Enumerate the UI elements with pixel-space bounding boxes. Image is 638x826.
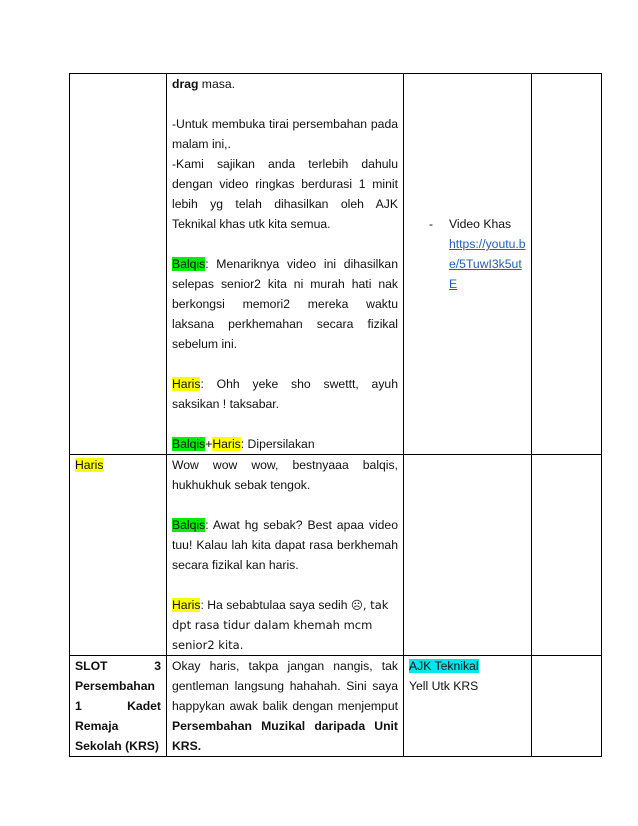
table-row [70, 656, 602, 757]
resource-cell [404, 74, 532, 455]
table-row [70, 455, 602, 656]
sad-face-icon: ☹ [350, 598, 363, 612]
dialogue-text: : Menariknya video ini dihasilkan selepas senior2 kita ni murah hati nak berkongsi memori2 mereka waktu laksana perkhemahan secara fizikal sebelum ini. [172, 257, 398, 351]
plus-sign: + [205, 437, 213, 451]
resource-title: Video Khas [449, 217, 512, 231]
speaker-cell [70, 74, 167, 455]
video-link[interactable]: https://youtu.b e/5TuwI3k5ut E [449, 237, 526, 291]
dialogue-text: , tak dpt rasa tidur dalam khemah mcm senior2 kita. [172, 598, 389, 652]
empty-cell [531, 656, 601, 757]
speaker-name-balqis: Balqis [172, 518, 206, 532]
resource-cell [404, 455, 532, 656]
drag-bold: drag [172, 77, 199, 91]
slot-word: SLOT [75, 659, 108, 673]
slot-cell [70, 656, 167, 757]
resource-cell [404, 656, 532, 757]
performance-title: Persembahan Muzikal daripada Unit KRS. [172, 719, 398, 753]
script-cell [167, 656, 404, 757]
dialogue-text: : Dipersilakan [240, 437, 315, 451]
dialogue-text: : Ohh yeke sho swettt, ayuh saksikan ! taksabar. [172, 377, 398, 411]
dialogue-text: Okay haris, takpa jangan nangis, tak gentleman langsung hahahah. Sini saya happykan awak balik dengan menjemput [172, 659, 398, 713]
speaker-name-haris: Haris [172, 598, 201, 612]
speaker-name-balqis: Balqis [172, 257, 206, 271]
dialogue-text: : Ha sebabtulaa saya sedih [200, 598, 351, 612]
empty-cell [531, 455, 601, 656]
list-dash: - [429, 217, 434, 231]
speaker-name-haris: Haris [212, 437, 241, 451]
dialogue-text: : Awat hg sebak? Best apaa video tuu! Kalau lah kita dapat rasa berkhemah secara fizikal kan haris. [172, 518, 398, 572]
empty-cell [531, 74, 601, 455]
drag-text: masa. [198, 77, 235, 91]
speaker-name-balqis: Balqis [172, 437, 206, 451]
script-table [69, 73, 602, 757]
speaker-cell [70, 455, 167, 656]
script-paragraph: -Untuk membuka tirai persembahan pada malam ini,. [172, 117, 398, 151]
script-cell [167, 74, 404, 455]
slot-title: Persembahan 1 Kadet Remaja Sekolah (KRS) [75, 679, 161, 753]
resource-item: Yell Utk KRS [409, 679, 479, 693]
table-row [70, 74, 602, 455]
speaker-name-haris: Haris [75, 458, 104, 472]
script-cell [167, 455, 404, 656]
speaker-name-haris: Haris [172, 377, 201, 391]
slot-number: 3 [154, 659, 161, 673]
script-paragraph: -Kami sajikan anda terlebih dahulu dengan video ringkas berdurasi 1 minit lebih yg telah dihasilkan oleh AJK Teknikal khas utk kita semua. [172, 157, 398, 231]
dialogue-text: Wow wow wow, bestnyaaa balqis, hukhukhuk sebak tengok. [172, 458, 398, 492]
crew-label: AJK Teknikal [409, 659, 479, 673]
